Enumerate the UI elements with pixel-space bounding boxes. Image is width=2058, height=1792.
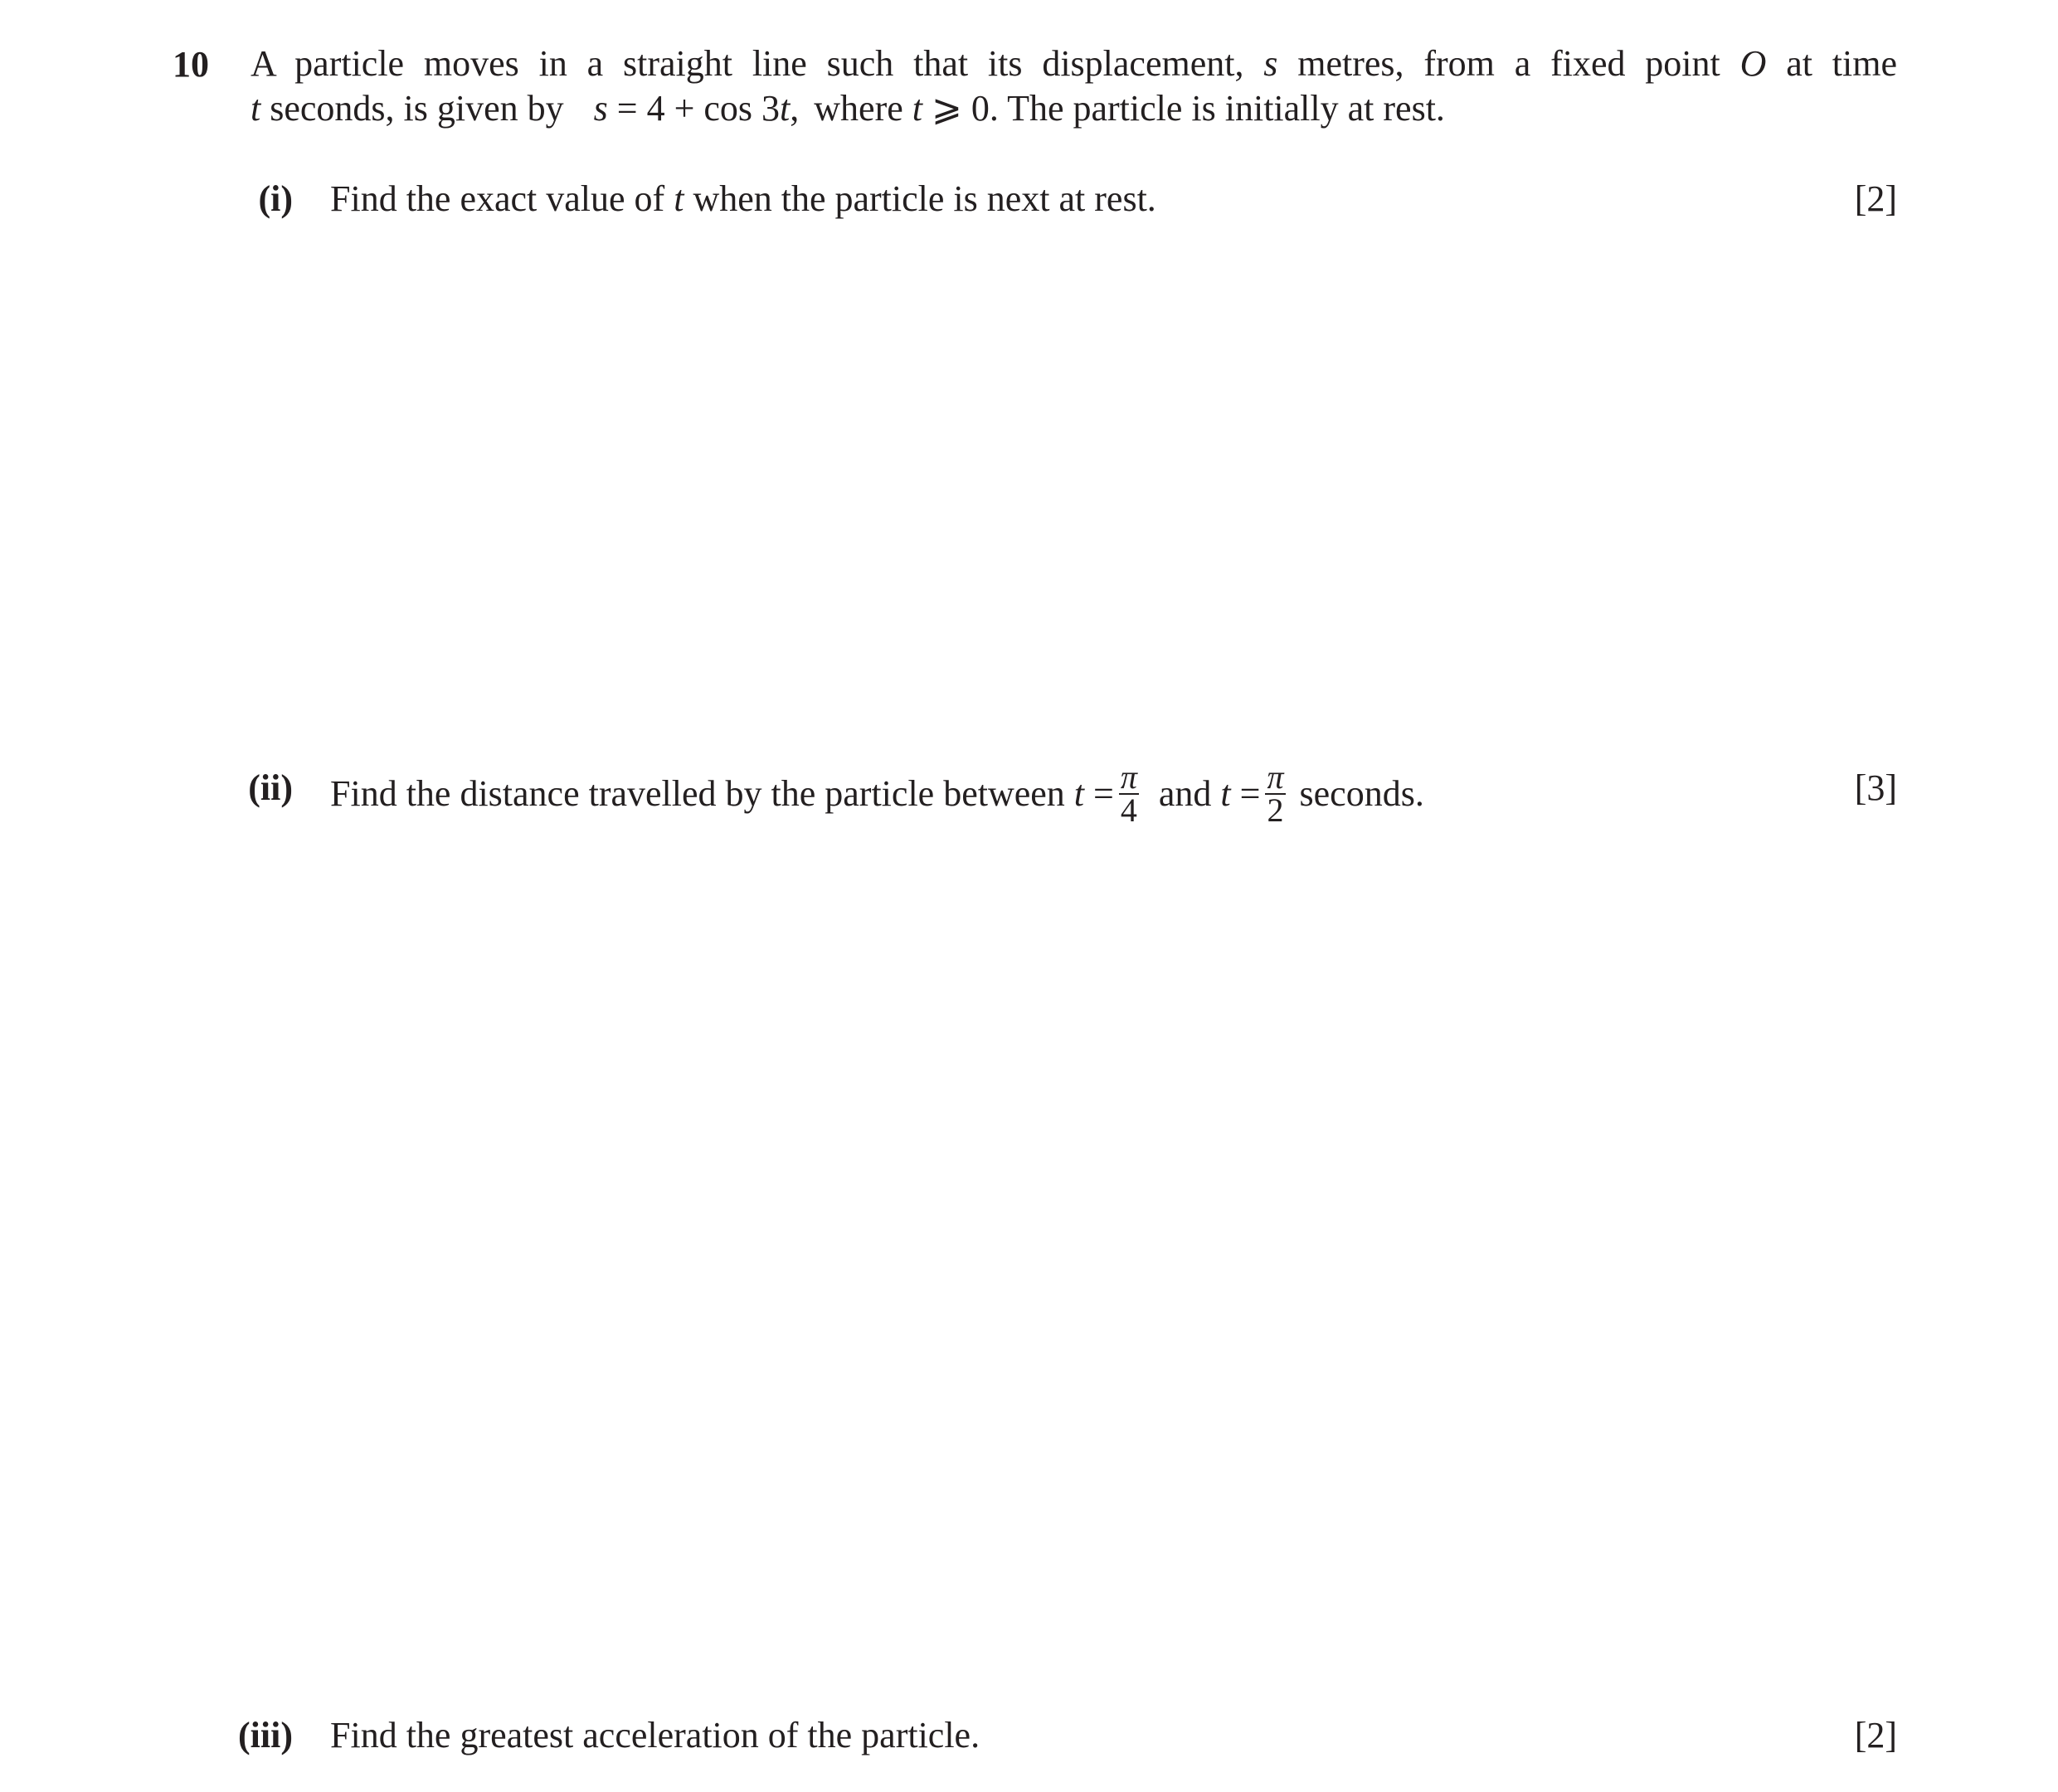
part-label: (i) (258, 178, 293, 219)
equation-s: s (593, 88, 608, 129)
variable-t: t (1073, 773, 1085, 815)
equals-sign: = (1093, 773, 1114, 815)
fraction-pi-over-4 (1119, 758, 1139, 829)
fraction-numerator: π (1267, 758, 1284, 796)
variable-t: t (1220, 773, 1231, 815)
condition-t: t (912, 88, 923, 129)
part-text (330, 176, 1156, 222)
part-iii (0, 1712, 2058, 1770)
part-text-and: and (1158, 773, 1212, 815)
equation-t: t (780, 88, 791, 129)
question-stem (251, 41, 1897, 131)
part-text-b: when the particle is next at rest. (693, 178, 1156, 219)
marks: [2] (1854, 178, 1897, 219)
marks: [2] (1854, 1715, 1897, 1755)
condition-rhs: ⩾ 0. The particle is initially at rest. (932, 88, 1445, 129)
stem-text: seconds, is given by (270, 88, 564, 129)
part-text-b: seconds. (1299, 773, 1424, 815)
variable-t: t (674, 178, 684, 219)
part-text-a: Find the distance travelled by the particle between (330, 773, 1065, 815)
part-text (330, 758, 1424, 830)
equation-rhs: = 4 + cos 3 (616, 88, 781, 129)
stem-text: where (814, 88, 903, 129)
stem-line-2 (251, 86, 1897, 131)
equals-sign: = (1239, 773, 1261, 815)
part-ii (0, 758, 2058, 829)
displacement-equation (594, 88, 800, 129)
question-number: 10 (173, 44, 209, 85)
stem-line-1 (251, 41, 1897, 86)
variable-s: s (1263, 43, 1278, 84)
part-label: (ii) (248, 767, 293, 808)
variable-t: t (251, 88, 261, 129)
variable-o: O (1739, 43, 1767, 84)
part-label: (iii) (238, 1715, 293, 1755)
part-i (0, 176, 2058, 234)
part-text-a: Find the exact value of (330, 178, 665, 219)
stem-text: metres, from a fixed point (1297, 43, 1720, 84)
stem-text: A particle moves in a straight line such that its displacement, (251, 43, 1244, 84)
part-text: Find the greatest acceleration of the particle. (330, 1715, 980, 1755)
fraction-denominator: 4 (1120, 791, 1137, 829)
marks: [3] (1854, 767, 1897, 808)
equation-comma: , (790, 88, 800, 129)
fraction-denominator: 2 (1267, 791, 1284, 829)
fraction-pi-over-2 (1265, 758, 1285, 829)
stem-text: at time (1786, 43, 1897, 84)
fraction-numerator: π (1120, 758, 1137, 796)
